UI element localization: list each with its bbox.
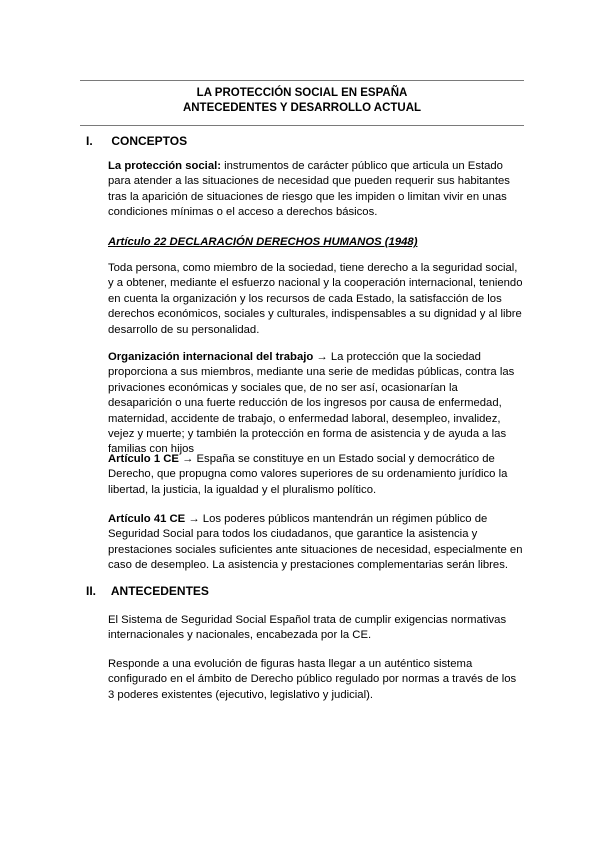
section-heading-conceptos [86,134,187,149]
bottom-rule [80,125,524,126]
article-22-heading: Artículo 22 DECLARACIÓN DERECHOS HUMANOS (1948) [108,236,418,248]
article-1-ce-term: Artículo 1 CE [108,453,179,465]
article-22-text: Toda persona, como miembro de la sociedad, tiene derecho a la seguridad social, y a obtener, mediante el esfuerzo nacional y la cooperación internacional, teniendo en cuenta la organización y los recursos de cada Estado, la satisfacción de los derechos económicos, sociales y culturales, indispensables a su dignidad y al libre desarrollo de su personalidad. [108,262,523,336]
section-number: II. [86,584,97,598]
article-41-ce-term: Artículo 41 CE [108,513,186,525]
definition-paragraph [108,159,524,221]
definition-text: instrumentos de carácter público que articula un Estado para atender a las situaciones de necesidad que pueden requerir sus habitantes tras la aparición de situaciones de riesgo que les impiden o limitan vivir en unas condiciones mínimas o el acceso a derechos básicos. [108,160,510,219]
section-heading-antecedentes [86,584,209,599]
section-title: ANTECEDENTES [110,584,209,598]
article-1-ce-text: → España se constituye en un Estado social y democrático de Derecho, que propugna como valores superiores de su ordenamiento jurídico la libertad, la justicia, la igualdad y el pluralismo político. [108,453,508,496]
definition-term: La protección social: [108,160,221,172]
antecedentes-paragraph-2: Responde a una evolución de figuras hasta llegar a un auténtico sistema configurado en el ámbito de Derecho público regulado por normas a través de los 3 poderes existentes (ejecutivo, legislativo y judicial). [108,658,517,701]
antecedentes-paragraph-1: El Sistema de Seguridad Social Español trata de cumplir exigencias normativas internacionales y nacionales, encabezada por la CE. [108,614,507,642]
oit-term: Organización internacional del trabajo [108,351,314,363]
section-number: I. [86,134,93,148]
document-title-line2: ANTECEDENTES Y DESARROLLO ACTUAL [182,102,422,114]
article-1-ce-paragraph [108,452,524,498]
top-rule [80,80,524,81]
section-title: CONCEPTOS [111,134,188,148]
article-41-ce-paragraph [108,512,524,574]
oit-text: → La protección que la sociedad proporciona a sus miembros, mediante una serie de medidas públicas, contra las privaciones económicas y sociales que, de no ser así, ocasionarían la desaparición o una fuerte reducción de los ingresos por causa de enfermedad, maternidad, accidente de trabajo, o enfermedad laboral, desempleo, invalidez, vejez y muerte; y también la protección en forma de asistencia y de ayuda a las familias con hijos [108,351,515,456]
document-title-line1: LA PROTECCIÓN SOCIAL EN ESPAÑA [196,87,408,99]
article-41-ce-text: → Los poderes públicos mantendrán un régimen público de Seguridad Social para todos los ciudadanos, que garantice la asistencia y prestaciones sociales suficientes ante situaciones de necesidad, especialmente en caso de desempleo. La asistencia y prestaciones complementarias serán libres. [108,513,523,572]
oit-paragraph [108,350,524,458]
